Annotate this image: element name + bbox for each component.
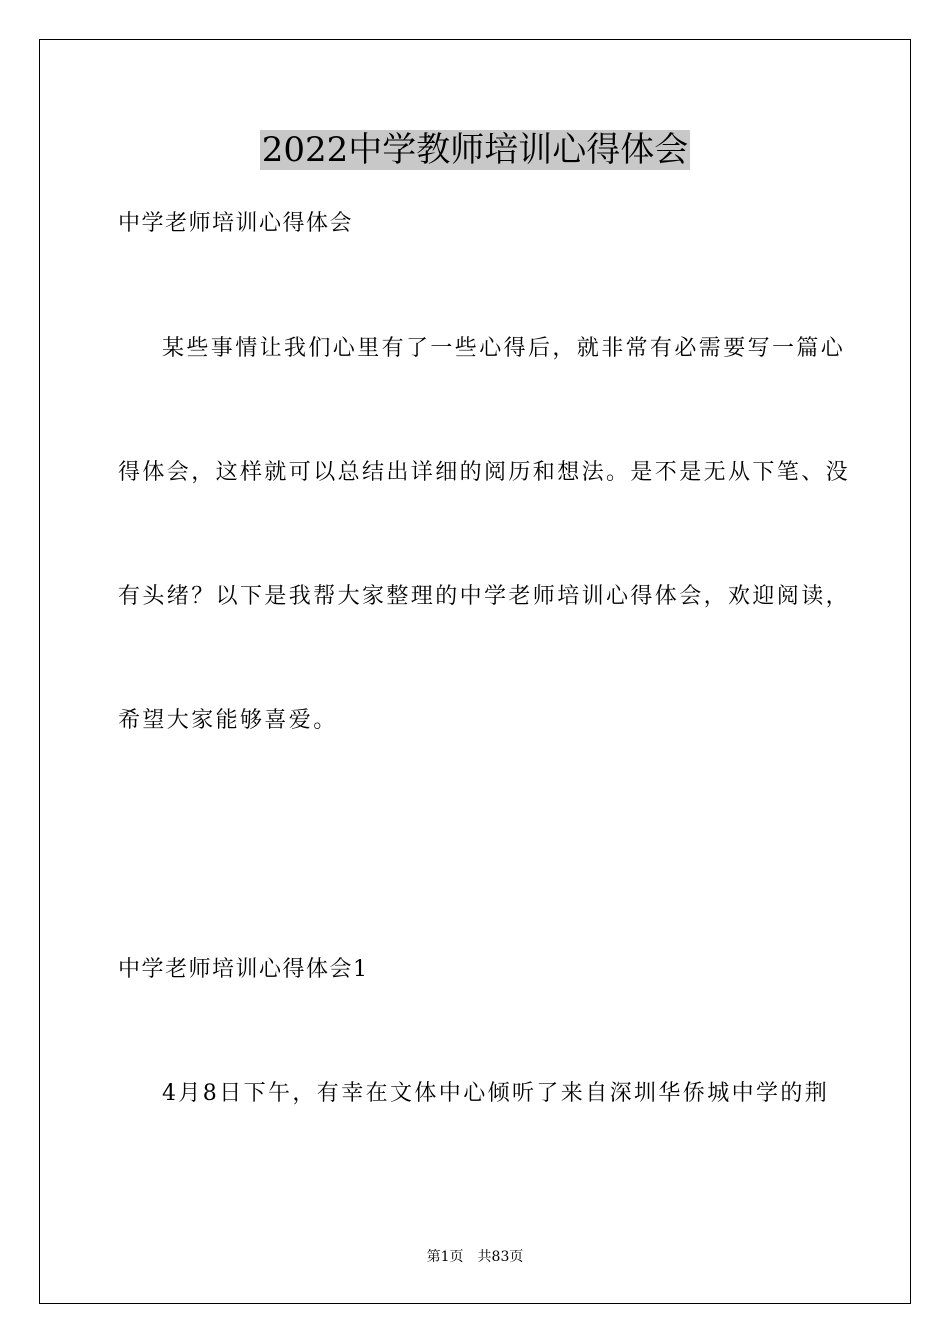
intro-line-3: 有头绪？以下是我帮大家整理的中学老师培训心得体会，欢迎阅读， <box>118 584 851 609</box>
intro-line-2: 得体会，这样就可以总结出详细的阅历和想法。是不是无从下笔、没 <box>118 460 851 485</box>
intro-line-4: 希望大家能够喜爱。 <box>118 708 338 733</box>
page-footer <box>0 1248 950 1266</box>
intro-line-1: 某些事情让我们心里有了一些心得后，就非常有必需要写一篇心 <box>162 336 846 361</box>
document-title-text: 2022中学教师培训心得体会 <box>261 130 689 170</box>
document-subtitle: 中学老师培训心得体会 <box>118 211 354 236</box>
section-heading: 中学老师培训心得体会1 <box>118 957 369 982</box>
document-title <box>0 128 950 172</box>
page-number: 第1页 <box>426 1249 464 1265</box>
page-total: 共83页 <box>477 1249 524 1265</box>
section-first-line: 4月8日下午，有幸在文体中心倾听了来自深圳华侨城中学的荆 <box>162 1081 830 1106</box>
